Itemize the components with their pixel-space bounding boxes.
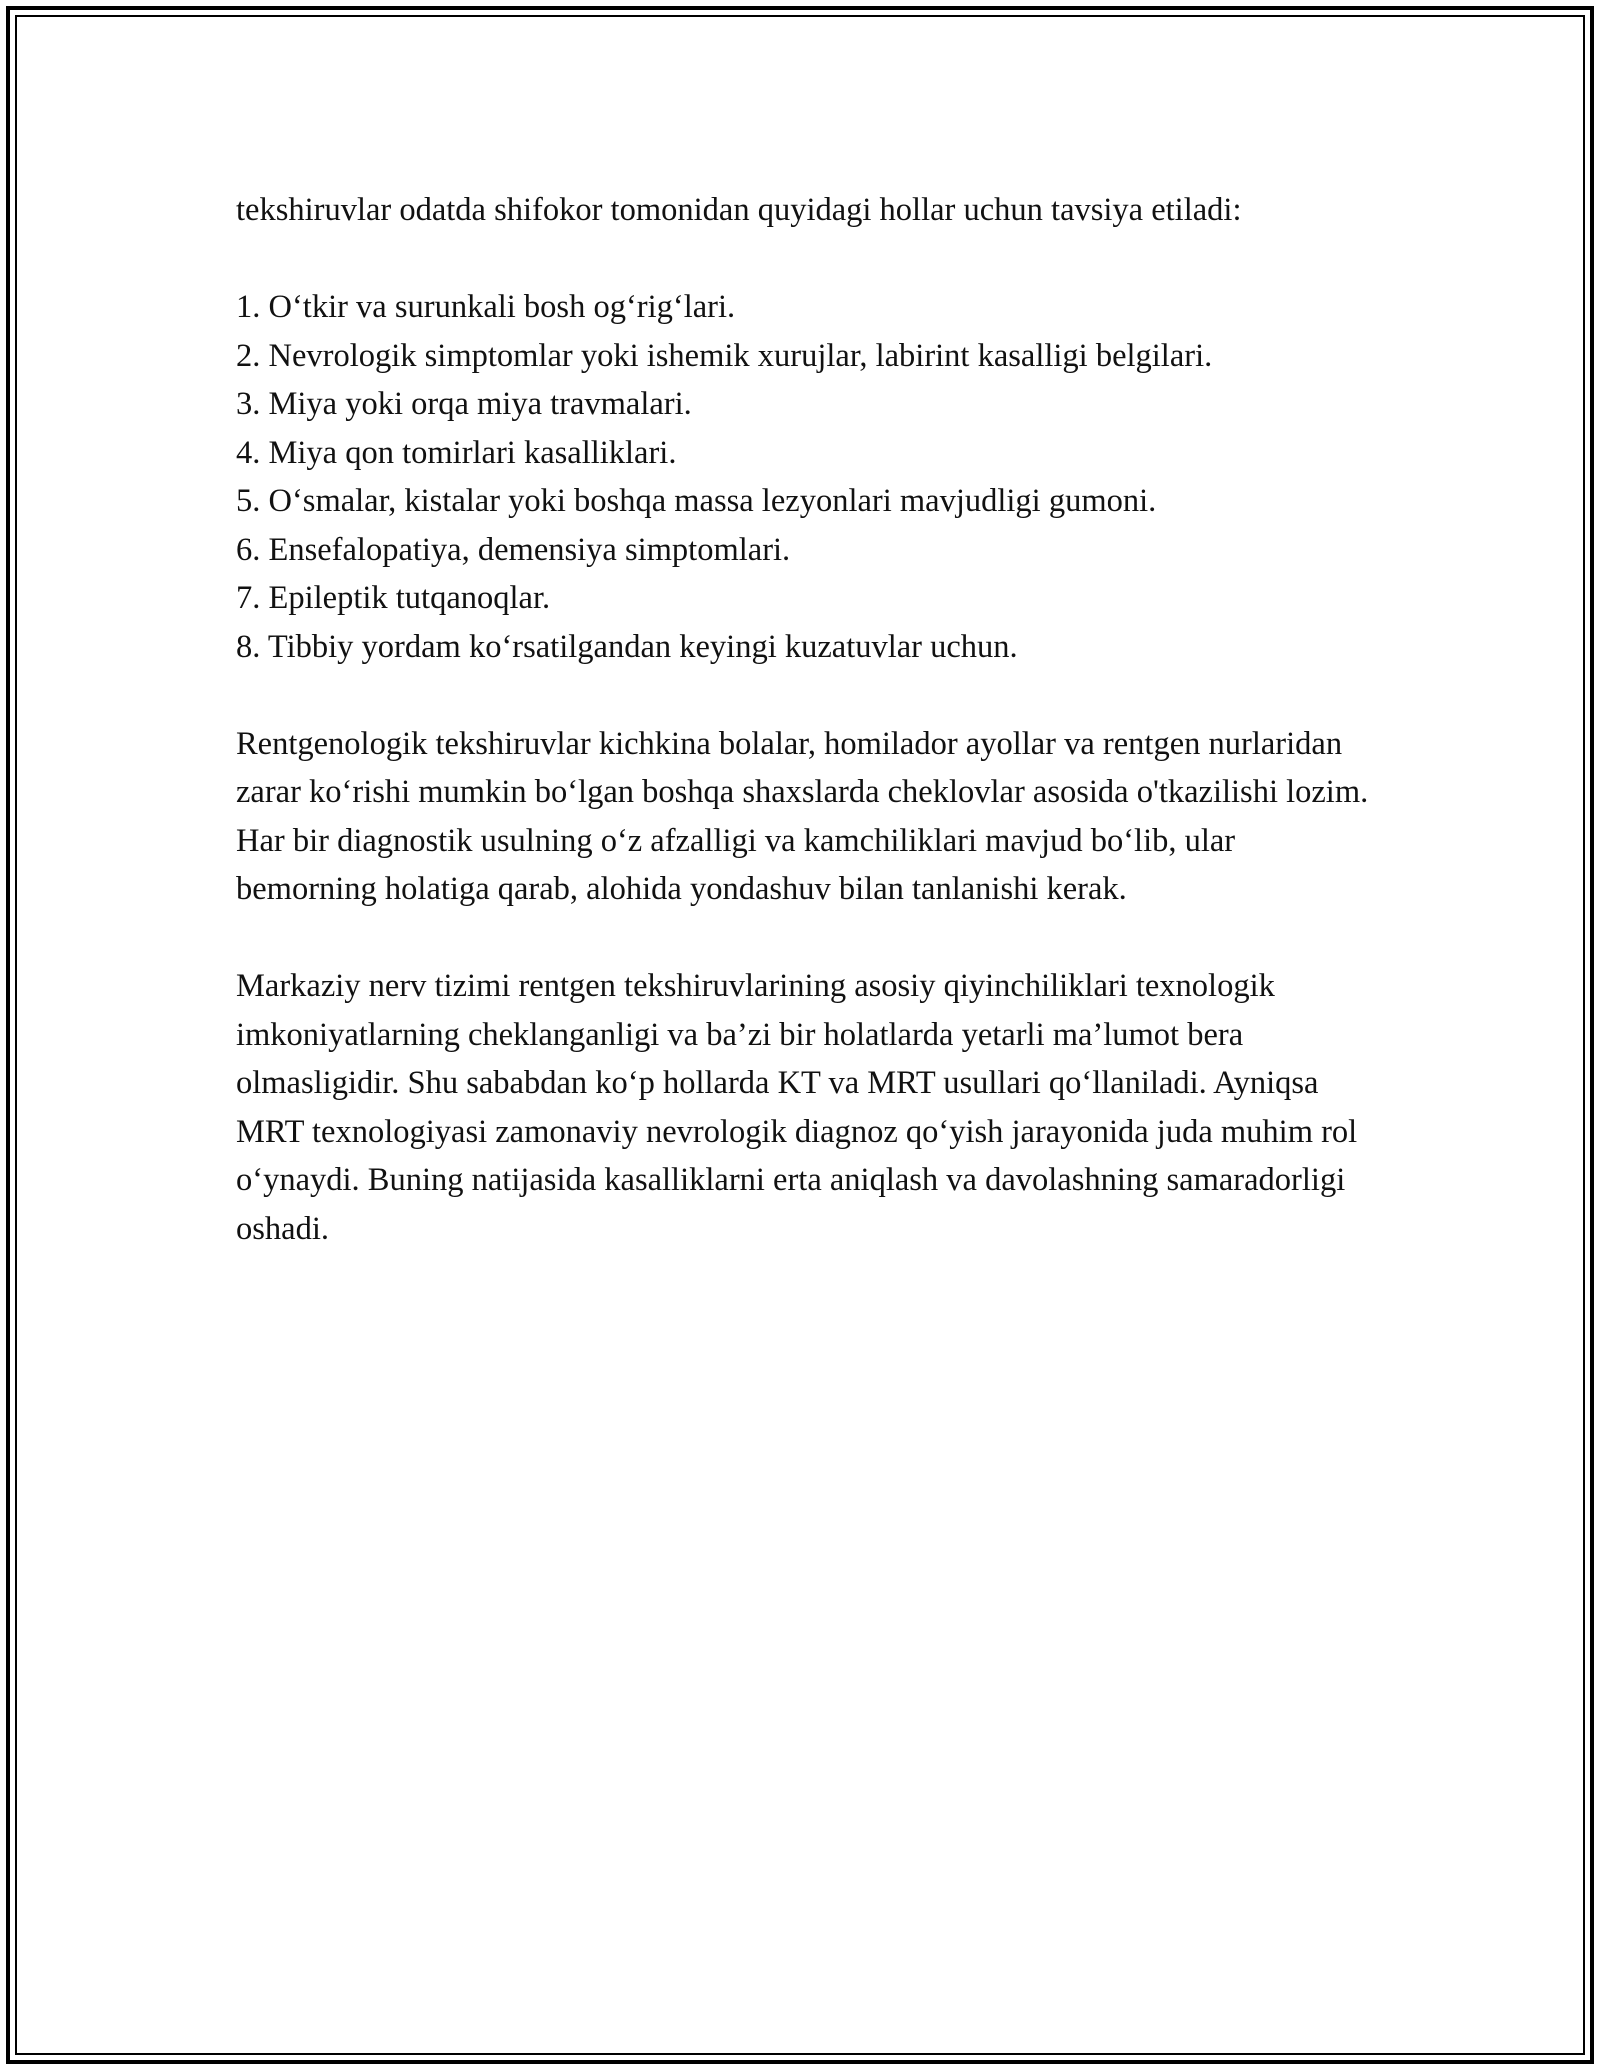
list-item: 8. Tibbiy yordam ko‘rsatilgandan keyingi kuzatuvlar uchun. <box>236 628 1018 665</box>
list-item: 6. Ensefalopatiya, demensiya simptomlari. <box>236 531 791 568</box>
paragraph-ct-mri: Markaziy nerv tizimi rentgen tekshiruvlarining asosiy qiyinchiliklari texnologik imkoniyatlarning cheklanganligi va ba’zi bir holatlarda yetarli ma’lumot bera olmasligidir. Shu sababdan ko‘p hollarda KT va MRT usullari qo‘llaniladi. Ayniqsa MRT texnologiyasi zamonaviy nevrologik diagnoz qo‘yish jarayonida juda muhim rol o‘ynaydi. Buning natijasida kasalliklarni erta aniqlash va davolashning samaradorligi oshadi. <box>236 968 1358 1247</box>
list-item: 1. O‘tkir va surunkali bosh og‘rig‘lari. <box>236 289 736 325</box>
list-item: 7. Epileptik tutqanoqlar. <box>236 580 551 616</box>
indications-list <box>236 283 1376 671</box>
list-item: 5. O‘smalar, kistalar yoki boshqa massa lezyonlari mavjudligi gumoni. <box>236 483 1157 519</box>
intro-text: tekshiruvlar odatda shifokor tomonidan quyidagi hollar uchun tavsiya etiladi: <box>236 192 1242 228</box>
document-body <box>236 186 1376 1302</box>
list-item: 2. Nevrologik simptomlar yoki ishemik xurujlar, labirint kasalligi belgilari. <box>236 337 1213 374</box>
list-item: 4. Miya qon tomirlari kasalliklari. <box>236 434 677 471</box>
list-item: 3. Miya yoki orqa miya travmalari. <box>236 386 692 422</box>
paragraph-radiology-limits: Rentgenologik tekshiruvlar kichkina bolalar, homilador ayollar va rentgen nurlaridan zarar ko‘rishi mumkin bo‘lgan boshqa shaxslarda cheklovlar asosida o'tkazilishi lozim. Har bir diagnostik usulning o‘z afzalligi va kamchiliklari mavjud bo‘lib, ular bemorning holatiga qarab, alohida yondashuv bilan tanlanishi kerak. <box>236 725 1369 907</box>
